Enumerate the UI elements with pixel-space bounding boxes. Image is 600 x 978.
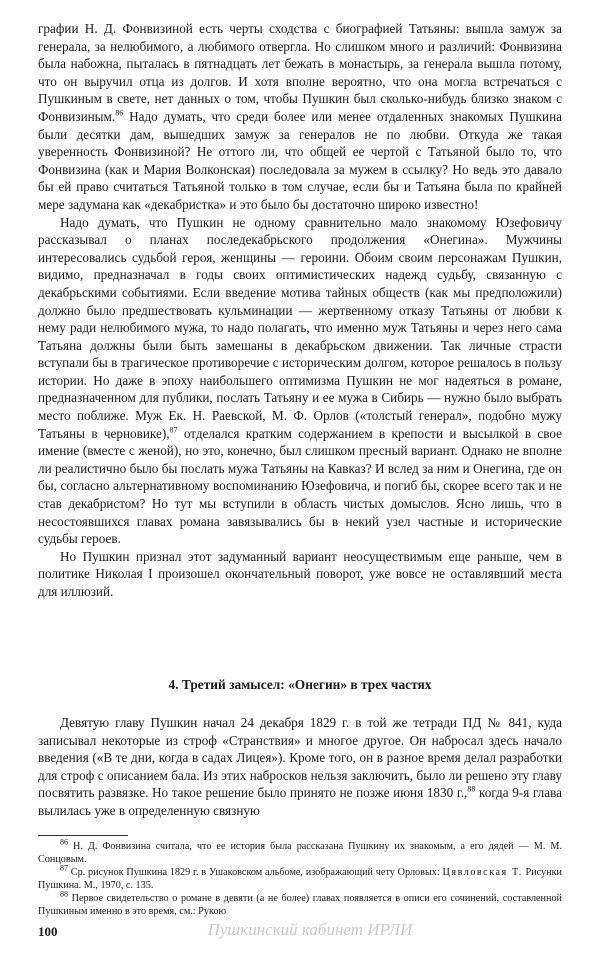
paragraph-4: Девятую главу Пушкин начал 24 декабря 1829 г. в той же тетради ПД № 841, куда записывал некоторые из строф «Странствия» и многое другое. Он набросал здесь начало введения («В те дни, когда в садах Лицея»). Кроме того, он в разное время делал разработки для строф с описанием бала. Из этих набросков нельзя заключить, было ли решено эту главу посвятить развязке. Но такое решение было принято не позже июня 1830 г.,$^{88}$ когда 9-я глава вылилась уже в определенную связную — [38, 715, 562, 818]
footnote-divider — [38, 835, 128, 836]
paragraph-1: графии Н. Д. Фонвизиной есть черты сходства с биографией Татьяны: вышла замуж за генерала, за нелюбимого, а любимого отвергла. Но слишком много и различий: Фонвизина была набожна, пыталась в пятнадцать лет бежать в монастырь, за генерала вышла потому, что он выручил отца из долгов. И хотя вполне вероятно, что она могла встречаться с Пушкиным в свете, нет данных о том, чтобы Пушкин был сколько-нибудь близко знаком с Фонвизиным.$^{86}$ Надо думать, что среди более или менее отдаленных знакомых Пушкина были десятки дам, вышедших замуж за генералов не по любви. Откуда же такая уверенность Фонвизиной? Не оттого ли, что общей ее чертой с Татьяной было то, что Фонвизина (как и Мария Волконская) последовала за мужем в ссылку? Но ведь это давало бы ей право считаться Татьяной только в том случае, если бы и Татьяна была по крайней мере задумана как «декабристка» и это было бы достаточно широко известно! — [38, 21, 562, 212]
footnote-ref-86[interactable]: 86 — [115, 108, 124, 118]
footnote-87: $^{87}$ Ср. рисунок Пушкина 1829 г. в Ушаковском альбоме, изображающий чету Орловых: Цявловская Т. Рисунки Пушкина. М., 1970, с. 135. — [38, 863, 562, 891]
page-number: 100 — [38, 924, 58, 939]
paragraph-3: Но Пушкин признал этот задуманный вариант неосуществимым еще раньше, чем в политике Николая I произошел окончательный поворот, уже вовсе не оставлявший места для иллюзий. — [38, 548, 562, 599]
main-text-bottom — [38, 714, 562, 820]
footnote-ref-88[interactable]: 88 — [467, 784, 476, 794]
footnote-ref-87[interactable]: 87 — [169, 425, 178, 435]
footnote-86: $^{86}$ Н. Д. Фонвизина считала, что ее история была рассказана Пушкину их знакомым, а его дядей — М. М. Сонцовым. — [38, 837, 562, 865]
section-heading: 4. Третий замысел: «Онегин» в трех частях — [168, 677, 432, 692]
watermark: Пушкинский кабинет ИРЛИ — [207, 920, 413, 939]
footnotes — [38, 837, 562, 918]
main-text-top — [38, 20, 562, 601]
footnote-88: $^{88}$ Первое свидетельство о романе в девяти (а не более) главах появляется в описи его сочинений, составленной Пушкиным именно в это время, см.: Рукою — [38, 889, 562, 917]
paragraph-2: Надо думать, что Пушкин не одному сравнительно мало знакомому Юзефовичу рассказывал о планах последекабрьского продолжения «Онегина». Мужчины интересовались судьбой героя, женщины — героини. Обоим своим персонажам Пушкин, видимо, предназначал в годы своих оптимистических надежд судьбу, связанную с декабрьскими событиями. Если введение мотива тайных обществ (как мы предположили) должно было предшествовать кульминации — жертвенному отказу Татьяны от любви к нему ради нелюбимого мужа, то надо полагать, что именно муж Татьяны и через него сама Татьяна должны были быть замешаны в декабрьском движении. Так личные страсти вступали бы в трагическое противоречие с историческим долгом, которое решалось в пользу истории. Но даже в эпоху наибольшего оптимизма Пушкин не мог надеяться в романе, предназначенном для публики, послать Татьяну и ее мужа в Сибирь — нужно было выбрать место поближе. Муж Ек. Н. Раевской, М. Ф. Орлов («толстый генерал», подобно мужу Татьяны в черновике),$^{87}$ отделался кратким содержанием в крепости и высылкой в свое имение (вместе с женой), но это, конечно, был слишком пресный вариант. Однако не вполне ли реалистично было бы послать мужа Татьяны на Кавказ? И вслед за ним и Онегина, где он бы, согласно альтернативному воспоминанию Юзефовича, и погиб бы, скорее всего так и не став декабристом? Но тут мы вступили в область чистых домыслов. Ясно лишь, что в несостоявшихся главах романа завязывались бы в некий узел частные и исторические судьбы героев. — [38, 214, 562, 547]
